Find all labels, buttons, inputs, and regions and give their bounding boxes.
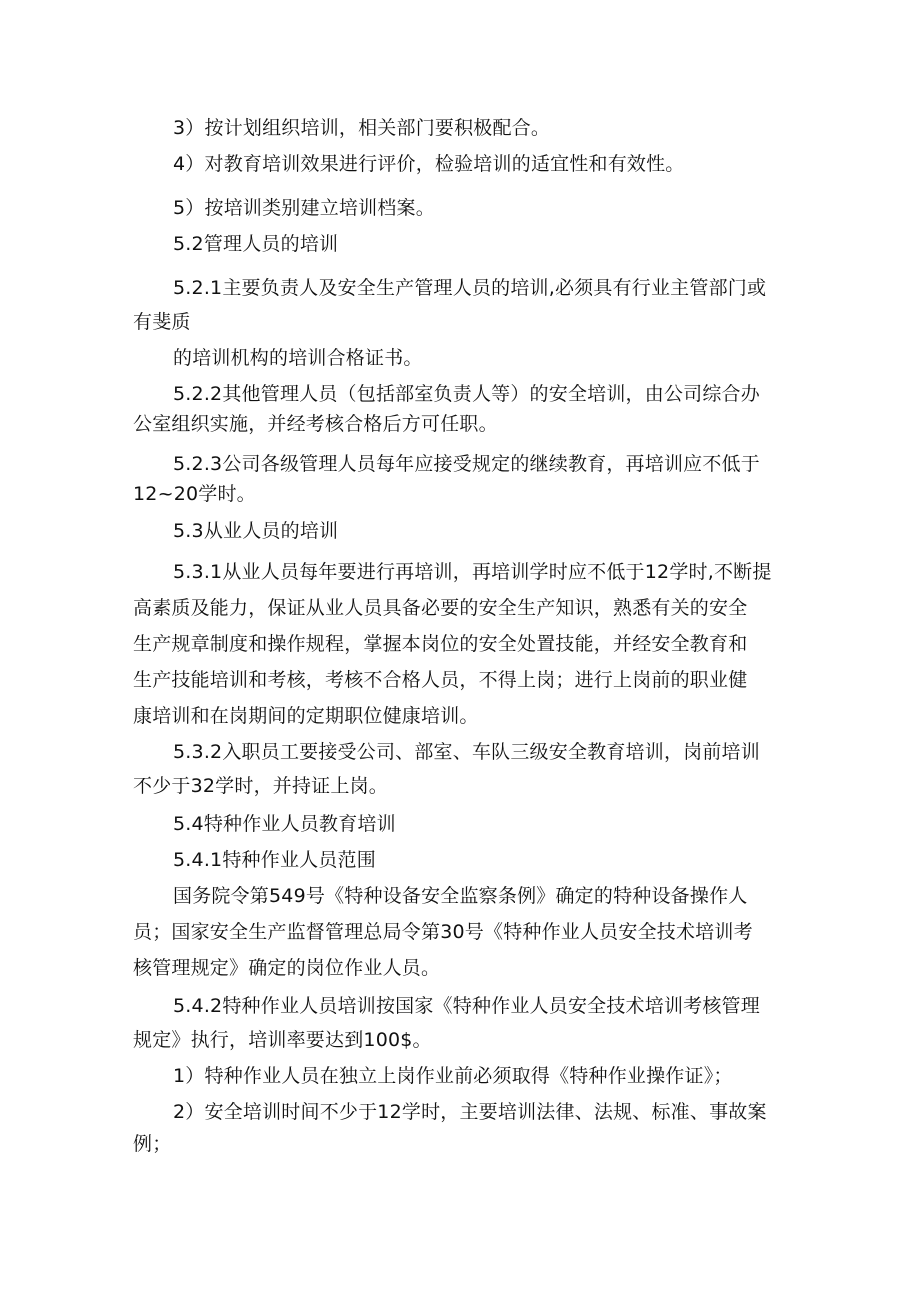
section-heading-5-2: 5.2管理人员的培训: [173, 233, 339, 255]
list-item-3: 3）按计划组织培训，相关部门要积极配合。: [173, 117, 551, 139]
section-heading-5-3: 5.3从业人员的培训: [173, 520, 339, 542]
sub-item-2-line-2: 例；: [133, 1133, 172, 1155]
paragraph-5-3-1-line-2: 高素质及能力，保证从业人员具备必要的安全生产知识，熟悉有关的安全: [133, 597, 748, 619]
paragraph-scope-line-1: 国务院令第549号《特种设备安全监察条例》确定的特种设备操作人: [173, 885, 748, 907]
section-heading-5-4: 5.4特种作业人员教育培训: [173, 813, 396, 835]
paragraph-5-2-2-line-2: 公室组织实施，并经考核合格后方可任职。: [133, 413, 498, 435]
paragraph-5-2-2-line-1: 5.2.2其他管理人员（包括部室负责人等）的安全培训，由公司综合办: [173, 383, 760, 405]
sub-item-2-line-1: 2）安全培训时间不少于12学时，主要培训法律、法规、标准、事故案: [173, 1101, 767, 1123]
paragraph-scope-line-3: 核管理规定》确定的岗位作业人员。: [133, 957, 441, 979]
paragraph-5-3-1-line-5: 康培训和在岗期间的定期职位健康培训。: [133, 705, 479, 727]
paragraph-5-2-1-line-3: 的培训机构的培训合格证书。: [173, 347, 423, 369]
paragraph-5-3-1-line-3: 生产规章制度和操作规程，掌握本岗位的安全处置技能，并经安全教育和: [133, 633, 748, 655]
section-heading-5-4-1: 5.4.1特种作业人员范围: [173, 849, 376, 871]
sub-item-1: 1）特种作业人员在独立上岗作业前必须取得《特种作业操作证》；: [173, 1065, 733, 1087]
list-item-4: 4）对教育培训效果进行评价，检验培训的适宜性和有效性。: [173, 153, 685, 175]
paragraph-5-3-2-line-1: 5.3.2入职员工要接受公司、部室、车队三级安全教育培训，岗前培训: [173, 741, 760, 763]
paragraph-scope-line-2: 员；国家安全生产监督管理总局令第30号《特种作业人员安全技术培训考: [133, 921, 753, 943]
list-item-5: 5）按培训类别建立培训档案。: [173, 197, 435, 219]
paragraph-5-3-2-line-2: 不少于32学时，并持证上岗。: [133, 775, 388, 797]
paragraph-5-3-1-line-1: 5.3.1从业人员每年要进行再培训，再培训学时应不低于12学时,不断提: [173, 561, 772, 583]
paragraph-5-4-2-line-2: 规定》执行，培训率要达到100$。: [133, 1029, 432, 1051]
paragraph-5-4-2-line-1: 5.4.2特种作业人员培训按国家《特种作业人员安全技术培训考核管理: [173, 995, 760, 1017]
paragraph-5-2-1-line-2: 有斐质: [133, 311, 191, 333]
paragraph-5-2-1-line-1: 5.2.1主要负责人及安全生产管理人员的培训,必须具有行业主管部门或: [173, 277, 767, 299]
paragraph-5-3-1-line-4: 生产技能培训和考核，考核不合格人员，不得上岗；进行上岗前的职业健: [133, 669, 748, 691]
paragraph-5-2-3-line-2: 12~20学时。: [133, 483, 256, 505]
paragraph-5-2-3-line-1: 5.2.3公司各级管理人员每年应接受规定的继续教育，再培训应不低于: [173, 453, 760, 475]
